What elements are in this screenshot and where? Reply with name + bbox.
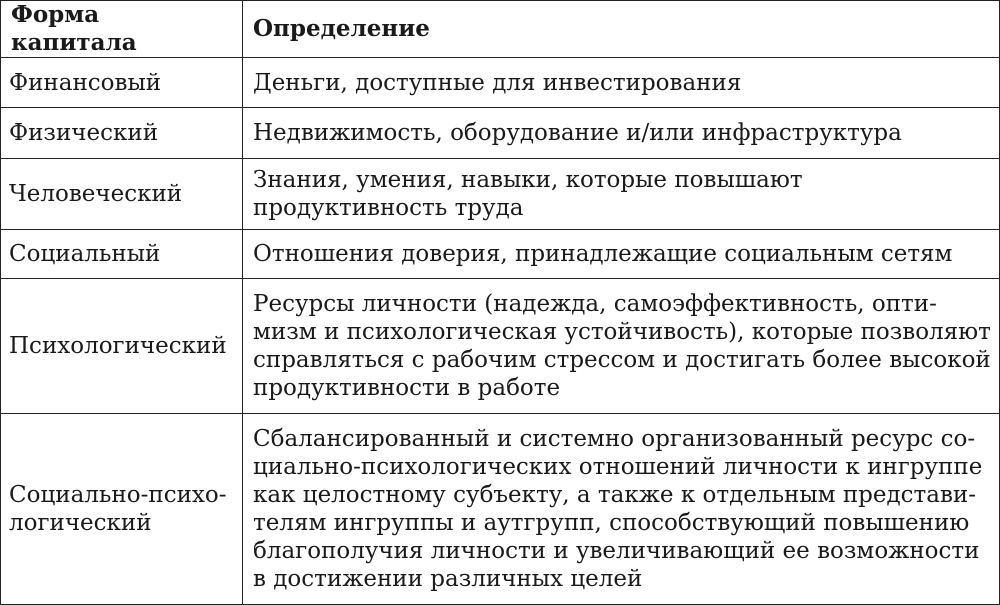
form-cell: [1, 279, 243, 414]
header-definition: Определение: [243, 1, 1000, 58]
table-header-row: [1, 1, 1000, 58]
table-row: [1, 58, 1000, 108]
form-cell: [1, 108, 243, 159]
table-row: [1, 108, 1000, 159]
table-row: [1, 279, 1000, 414]
form-line: Психологический: [9, 333, 227, 359]
form-line: Социально-психо-: [9, 482, 227, 508]
form-cell: [1, 230, 243, 279]
definition-line: Деньги, доступные для инвестирования: [253, 69, 742, 96]
table-row: [1, 230, 1000, 279]
definition-cell: [243, 159, 1000, 230]
definition-line: в достижении различных целей: [253, 566, 643, 592]
table-row: [1, 159, 1000, 230]
definition-line: Недвижимость, оборудование и/или инфраструктура: [253, 120, 902, 146]
definition-cell: [243, 414, 1000, 605]
form-line: Физический: [9, 120, 159, 146]
definition-line: Отношения доверия, принадлежащие социальным сетям: [253, 241, 953, 267]
definition-line: циально-психологических отношений личности к ингруппе: [253, 454, 983, 480]
definition-line: как целостному субъекту, а также к отдельным представи-: [253, 482, 977, 508]
definition-cell: [243, 279, 1000, 414]
form-cell: [1, 58, 243, 108]
form-cell: [1, 159, 243, 230]
form-line: Финансовый: [9, 69, 162, 96]
definition-line: мизм и психологическая устойчивость), которые позволяют: [253, 319, 991, 345]
definition-line: справляться с рабочим стрессом и достигать более высокой: [253, 347, 991, 373]
definition-line: благополучия личности и увеличивающий ее возможности: [253, 538, 980, 564]
form-line: Человеческий: [9, 181, 183, 207]
definition-line: Знания, умения, навыки, которые повышают: [253, 167, 803, 193]
definition-line: телям ингруппы и аутгрупп, способствующий повышению: [253, 510, 970, 536]
definition-cell: [243, 108, 1000, 159]
header-form: Форма капитала: [1, 1, 243, 58]
definition-cell: [243, 230, 1000, 279]
form-line: Социальный: [9, 241, 161, 267]
table-row: [1, 414, 1000, 605]
definition-cell: [243, 58, 1000, 108]
definition-line: продуктивности в работе: [253, 375, 561, 401]
definition-line: Ресурсы личности (надежда, самоэффективность, опти-: [253, 291, 937, 317]
form-cell: [1, 414, 243, 605]
definition-line: Сбалансированный и системно организованный ресурс со-: [253, 426, 976, 452]
definition-line: продуктивность труда: [253, 195, 524, 221]
form-line: логический: [9, 510, 152, 536]
